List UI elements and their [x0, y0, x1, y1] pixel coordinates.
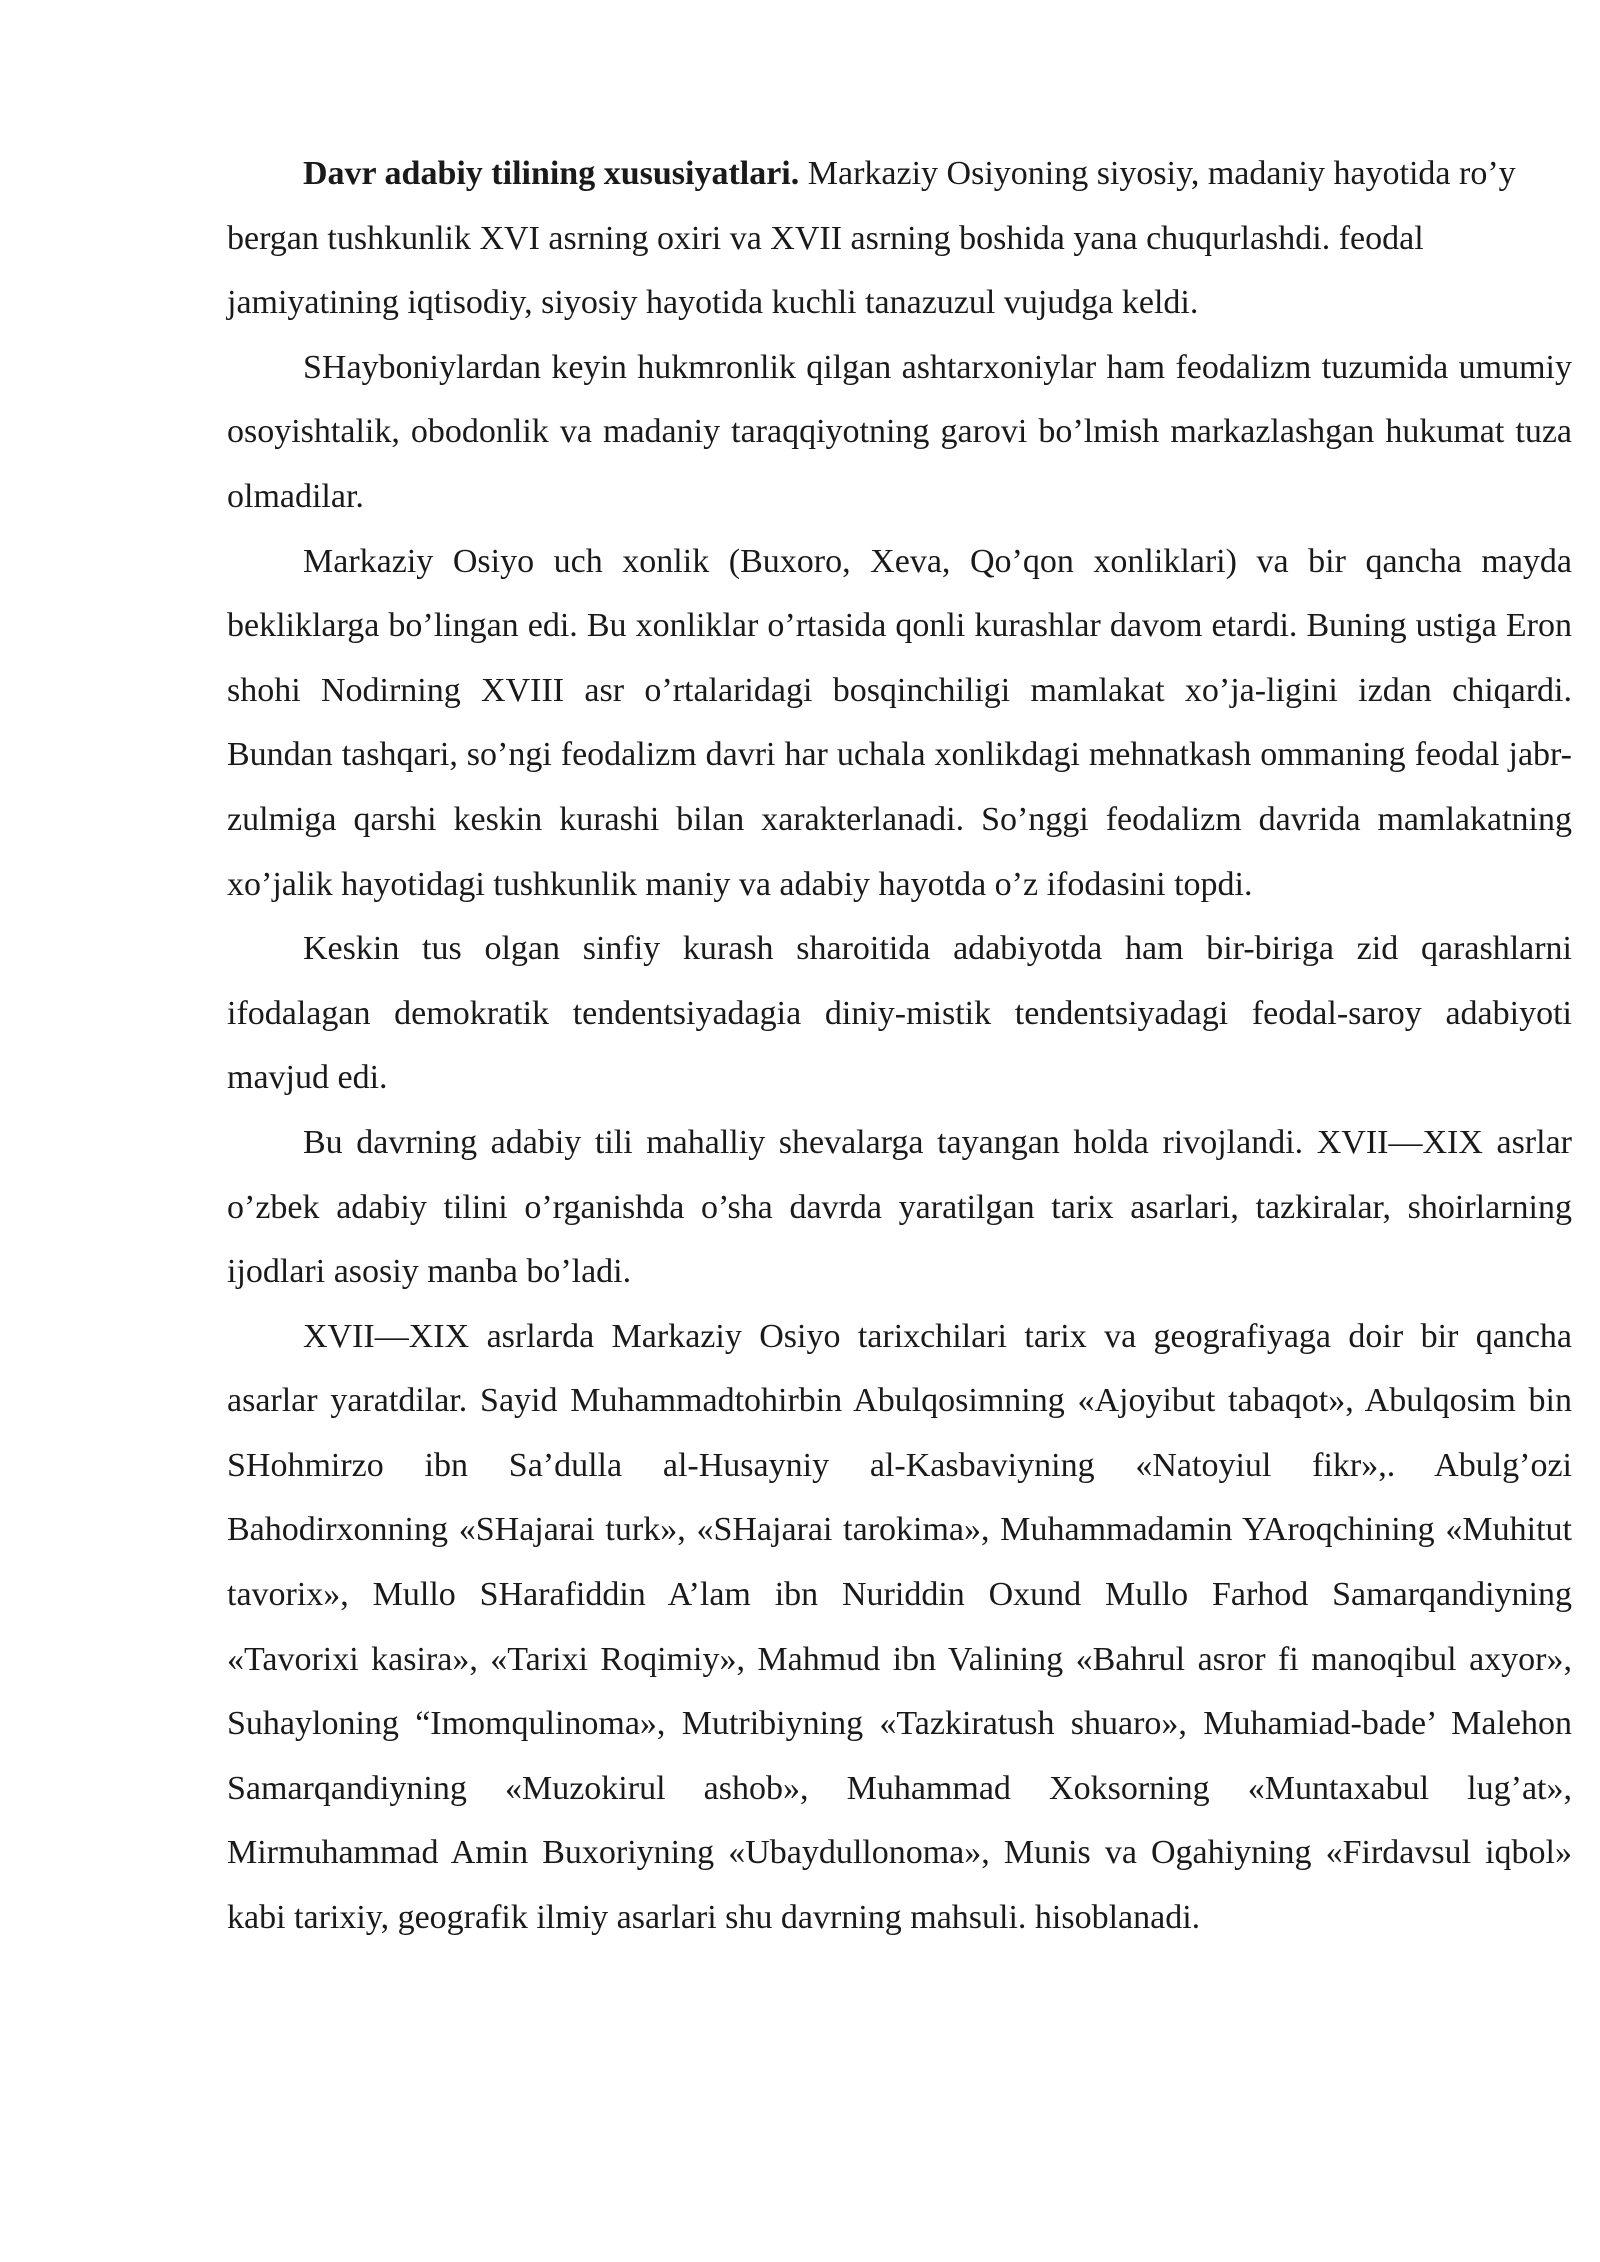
paragraph-text: Markaziy Osiyoning siyosiy, madaniy hayotida ro’y bergan tushkunlik XVI asrning oxiri va XVII asrning boshida yana chuqurlashdi. feodal jamiyatining iqtisodiy, siyosiy hayotida kuchli tanazuzul vujudga keldi.: [227, 155, 1516, 322]
paragraph-shayboniylar: SHayboniylardan keyin hukmronlik qilgan ashtarxoniylar ham feodalizm tuzumida umumiy osoyishtalik, obodonlik va madaniy taraqqiyotning garovi bo’lmish markazlashgan hukumat tuza olmadilar.: [227, 348, 1572, 515]
section-heading: Davr adabiy tilining xususiyatlari.: [303, 155, 800, 192]
paragraph-sinfiy-kurash: Keskin tus olgan sinfiy kurash sharoitida adabiyotda ham bir-biriga zid qarashlarni ifodalagan demokratik tendentsiyadagia diniy-mistik tendentsiyadagi feodal-saroy adabiyoti mavjud edi.: [227, 930, 1572, 1097]
paragraph-adabiy-til: Bu davrning adabiy tili mahalliy shevalarga tayangan holda rivojlandi. XVII—XIX asrlar o’zbek adabiy tilini o’rganishda o’sha davrda yaratilgan tarix asarlari, tazkiralar, shoirlarning ijodlari asosiy manba bo’ladi.: [227, 1123, 1572, 1291]
paragraph-intro: [227, 142, 1572, 336]
paragraph-xonliklar: Markaziy Osiyo uch xonlik (Buxoro, Xeva, Qo’qon xonliklari) va bir qancha mayda bekliklarga bo’lingan edi. Bu xonliklar o’rtasida qonli kurashlar davom etardi. Buning ustiga Eron shohi Nodirning XVIII asr o’rtalaridagi bosqinchiligi mamlakat xo’ja-ligini izdan chiqardi. Bundan tashqari, so’ngi feodalizm davri har uchala xonlikdagi mehnatkash ommaning feodal jabr-zulmiga qarshi keskin kurashi bilan xarakterlanadi. So’nggi feodalizm davrida mamlakatning xo’jalik hayotidagi tushkunlik maniy va adabiy hayotda o’z ifodasini topdi.: [227, 542, 1572, 903]
paragraph-tarix-asarlari: XVII—XIX asrlarda Markaziy Osiyo tarixchilari tarix va geografiyaga doir bir qancha asarlar yaratdilar. Sayid Muhammadtohirbin Abulqosimning «Ajoyibut tabaqot», Abulqosim bin SHohmirzo ibn Sa’dulla al-Husayniy al-Kasbaviyning «Natoyiul fikr»,. Abulg’ozi Bahodirxonning «SHajarai turk», «SHajarai tarokima», Muhammadamin YAroqchining «Muhitut tavorix», Mullo SHarafiddin A’lam ibn Nuriddin Oxund Mullo Farhod Samarqandiyning «Tavorixi kasira», «Tarixi Roqimiy», Mahmud ibn Valining «Bahrul asror fi manoqibul axyor», Suhayloning “Imomqulinoma», Mutribiyning «Tazkiratush shuaro», Muhamiad-bade’ Malehon Samarqandiyning «Muzokirul ashob», Muhammad Xoksorning «Muntaxabul lug’at», Mirmuhammad Amin Buxoriyning «Ubaydullonoma», Munis va Ogahiyning «Firdavsul iqbol» kabi tarixiy, geografik ilmiy asarlari shu davrning mahsuli. hisoblanadi.: [227, 1317, 1572, 1937]
document-body: [227, 142, 1572, 1951]
